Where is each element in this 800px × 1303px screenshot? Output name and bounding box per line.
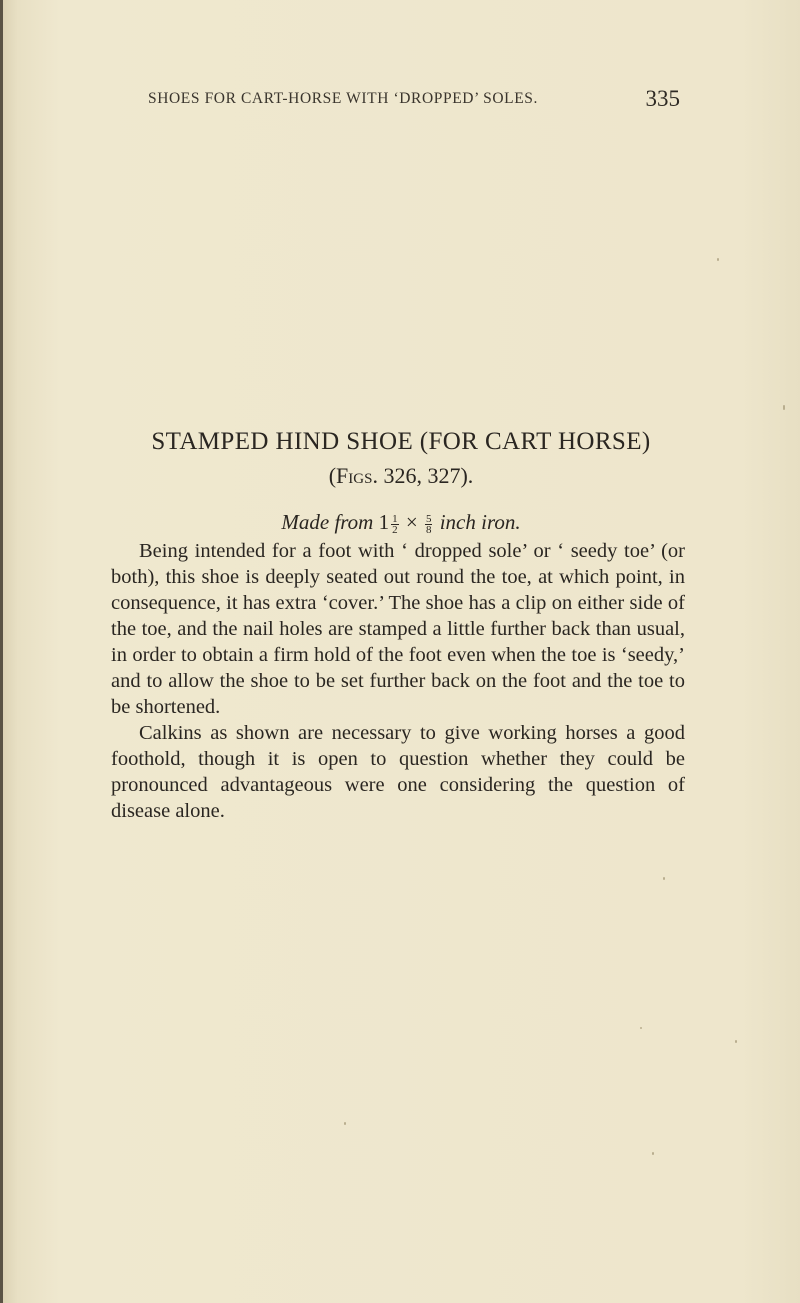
material-spec (111, 507, 691, 537)
paragraph-1: Being intended for a foot with ‘ dropped sole’ or ‘ seedy toe’ (or both), this shoe is deeply seated out round the toe, at which point, in consequence, it has extra ‘cover.’ The shoe has a clip on either side of the toe, and the nail holes are stamped a little further back than usual, in order to obtain a firm hold of the foot even when the toe is ‘seedy,’ and to allow the shoe to be set further back on the foot and the toe to be shortened. (111, 540, 685, 718)
page-header (148, 86, 688, 112)
material-prefix: Made from (281, 510, 374, 534)
section-heading (111, 425, 691, 537)
fraction-half-den: 2 (392, 523, 398, 536)
section-subtitle (111, 459, 691, 493)
speck (640, 1027, 642, 1029)
speck (663, 877, 665, 880)
running-head: SHOES FOR CART-HORSE WITH ‘DROPPED’ SOLES. (148, 90, 539, 107)
material-suffix: inch iron. (439, 510, 521, 534)
subtitle-figs: Figs. (336, 463, 378, 488)
material-whole: 1 (378, 510, 390, 534)
fraction-58-den: 8 (425, 523, 432, 536)
fraction-five-eighths (425, 514, 433, 535)
page-number: 335 (645, 86, 680, 111)
speck (652, 1152, 654, 1155)
fraction-half-num: 1 (392, 512, 398, 525)
speck (783, 405, 785, 410)
times-sign: × (405, 510, 418, 534)
fraction-half (391, 514, 399, 535)
section-title: STAMPED HIND SHOE (FOR CART HORSE) (151, 428, 651, 455)
speck (735, 1040, 737, 1043)
speck (344, 1122, 346, 1125)
body-text (111, 538, 685, 824)
paragraph-2: Calkins as shown are necessary to give working horses a good foothold, though it is open to question whether they could be pronounced advantageous were one considering the question of disease alone. (111, 722, 685, 822)
subtitle-open: ( (328, 463, 337, 488)
page-binding-edge (0, 0, 3, 1303)
subtitle-numbers: 326, 327). (377, 463, 474, 488)
fraction-58-num: 5 (425, 512, 432, 525)
speck (717, 258, 719, 261)
